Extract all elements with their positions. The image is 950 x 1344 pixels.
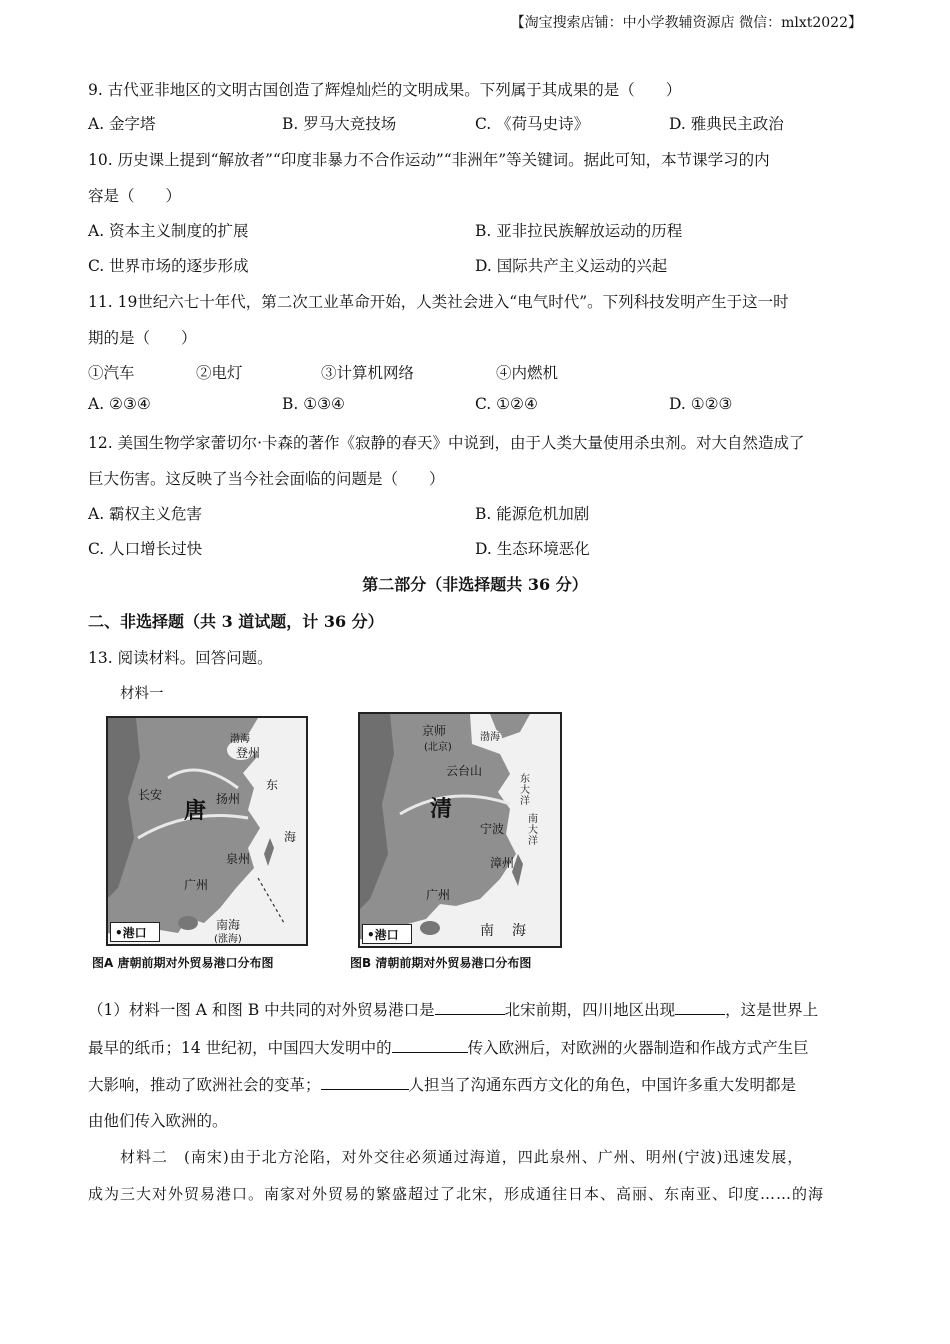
map-b-legend: •港口 xyxy=(362,924,412,944)
map-a-label-quanzhou: 泉州 xyxy=(226,852,251,866)
q9-option-b: B. 罗马大竞技场 xyxy=(282,115,397,133)
q13-part1-line2 xyxy=(88,1036,809,1058)
map-b-dynasty: 清 xyxy=(430,797,453,822)
map-a-tang xyxy=(106,716,308,946)
q10-option-a: A. 资本主义制度的扩展 xyxy=(88,222,249,240)
q11-item-2: ②电灯 xyxy=(196,364,243,382)
material-2-line1: 材料二 (南宋)由于北方沦陷，对外交往必须通过海道，四此泉州、广州、明州(宁波)迅速发展， xyxy=(120,1148,804,1166)
q11-option-d: D. ①②③ xyxy=(669,395,733,413)
answer-blank-4[interactable] xyxy=(321,1075,409,1090)
q13-part1-text-c: ，这是世界上 xyxy=(725,1001,819,1019)
map-b-label-bohai: 渤海 xyxy=(480,732,500,743)
q9-option-d: D. 雅典民主政治 xyxy=(669,115,784,133)
question-13-stem: 13. 阅读材料。回答问题。 xyxy=(88,649,273,667)
map-b-label-guangzhou: 广州 xyxy=(426,888,451,902)
map-a-label-guangzhou: 广州 xyxy=(184,878,209,892)
q11-item-3: ③计算机网络 xyxy=(321,364,415,382)
map-b-label-zhangzhou: 漳州 xyxy=(490,856,515,870)
answer-blank-1[interactable] xyxy=(435,1000,505,1015)
map-b-label-nandayang: 南大洋 xyxy=(528,814,538,847)
q11-item-4: ④内燃机 xyxy=(496,364,559,382)
map-a-label-dong: 东 xyxy=(266,778,279,792)
map-a-caption: 图A 唐朝前期对外贸易港口分布图 xyxy=(92,956,274,970)
q10-option-d: D. 国际共产主义运动的兴起 xyxy=(475,257,668,275)
map-b-label-jingshi: 京师 xyxy=(422,724,447,738)
q12-option-b: B. 能源危机加剧 xyxy=(475,505,590,523)
q13-part1-text-a: （1）材料一图 A 和图 B 中共同的对外贸易港口是 xyxy=(88,1001,435,1019)
q12-option-a: A. 霸权主义危害 xyxy=(88,505,203,523)
map-a-legend: •港口 xyxy=(110,922,160,942)
q13-part1-text-f: 大影响，推动了欧洲社会的变革； xyxy=(88,1076,321,1094)
q13-part1-line1 xyxy=(88,998,818,1020)
q10-option-b: B. 亚非拉民族解放运动的历程 xyxy=(475,222,683,240)
answer-blank-2[interactable] xyxy=(675,1000,725,1015)
question-11-stem-line2: 期的是（ ） xyxy=(88,329,197,347)
map-a-label-nanhai: 南海 xyxy=(216,918,241,932)
part-2-title: 第二部分（非选择题共 36 分） xyxy=(362,575,588,594)
map-b-caption: 图B 清朝前期对外贸易港口分布图 xyxy=(350,956,532,970)
map-b-qing xyxy=(358,712,562,948)
question-11-stem-line1: 11. 19世纪六七十年代，第二次工业革命开始，人类社会进入“电气时代”。下列科技发明产生于这一时 xyxy=(88,293,789,311)
q12-option-c: C. 人口增长过快 xyxy=(88,540,203,558)
section-2-title: 二、非选择题（共 3 道试题，计 36 分） xyxy=(88,612,384,631)
q9-option-c: C. 《荷马史诗》 xyxy=(475,115,590,133)
q11-option-c: C. ①②④ xyxy=(475,395,538,413)
question-10-stem-line2: 容是（ ） xyxy=(88,187,182,205)
map-a-drawing xyxy=(108,718,306,944)
q11-option-a: A. ②③④ xyxy=(88,395,151,413)
q13-part1-text-e: 传入欧洲后，对欧洲的火器制造和作战方式产生巨 xyxy=(467,1039,809,1057)
q13-part1-text-b: 北宋前期，四川地区出现 xyxy=(504,1001,676,1019)
q9-option-a: A. 金字塔 xyxy=(88,115,156,133)
answer-blank-3[interactable] xyxy=(392,1038,468,1053)
map-a-dynasty: 唐 xyxy=(184,799,207,824)
question-12-stem-line1: 12. 美国生物学家蕾切尔·卡森的著作《寂静的春天》中说到，由于人类大量使用杀虫剂。对大自然造成了 xyxy=(88,434,805,452)
q12-option-d: D. 生态环境恶化 xyxy=(475,540,590,558)
map-b-label-nan: 南 xyxy=(480,923,494,939)
q11-option-b: B. ①③④ xyxy=(282,395,345,413)
q13-part1-line3 xyxy=(88,1073,796,1095)
question-10-stem-line1: 10. 历史课上提到“解放者”“印度非暴力不合作运动”“非洲年”等关键词。据此可知，本节课学习的内 xyxy=(88,151,770,169)
map-b-label-ningbo: 宁波 xyxy=(480,822,505,836)
map-b-label-beijing: (北京) xyxy=(424,742,452,753)
q13-part1-line4: 由他们传入欧洲的。 xyxy=(88,1112,228,1130)
material-1-label: 材料一 xyxy=(120,686,164,702)
map-a-label-hai: 海 xyxy=(284,830,297,844)
material-2-line2: 成为三大对外贸易港口。南家对外贸易的繁盛超过了北宋，形成通往日本、高丽、东南亚、印度……的海 xyxy=(88,1185,825,1203)
q11-item-1: ①汽车 xyxy=(88,364,135,382)
map-a-label-dengzhou: 登州 xyxy=(236,746,261,760)
map-a-label-bohai: 渤海 xyxy=(230,734,250,745)
page-header: 【淘宝搜索店铺：中小学教辅资源店 微信：mlxt2022】 xyxy=(510,15,862,31)
map-b-label-dongdayang: 东大洋 xyxy=(520,774,530,807)
q13-part1-text-d: 最早的纸币；14 世纪初，中国四大发明中的 xyxy=(88,1039,392,1057)
map-b-label-hai: 海 xyxy=(512,923,526,939)
q10-option-c: C. 世界市场的逐步形成 xyxy=(88,257,249,275)
question-12-stem-line2: 巨大伤害。这反映了当今社会面临的问题是（ ） xyxy=(88,470,445,488)
q13-part1-text-g: 人担当了沟通东西方文化的角色，中国许多重大发明都是 xyxy=(408,1076,797,1094)
map-b-label-yuntaishan: 云台山 xyxy=(446,764,483,778)
map-a-label-zhanghai: (涨海) xyxy=(214,934,242,945)
question-9-stem: 9. 古代亚非地区的文明古国创造了辉煌灿烂的文明成果。下列属于其成果的是（ ） xyxy=(88,81,682,99)
map-a-label-changan: 长安 xyxy=(138,788,163,802)
map-a-label-yangzhou: 扬州 xyxy=(216,792,241,806)
